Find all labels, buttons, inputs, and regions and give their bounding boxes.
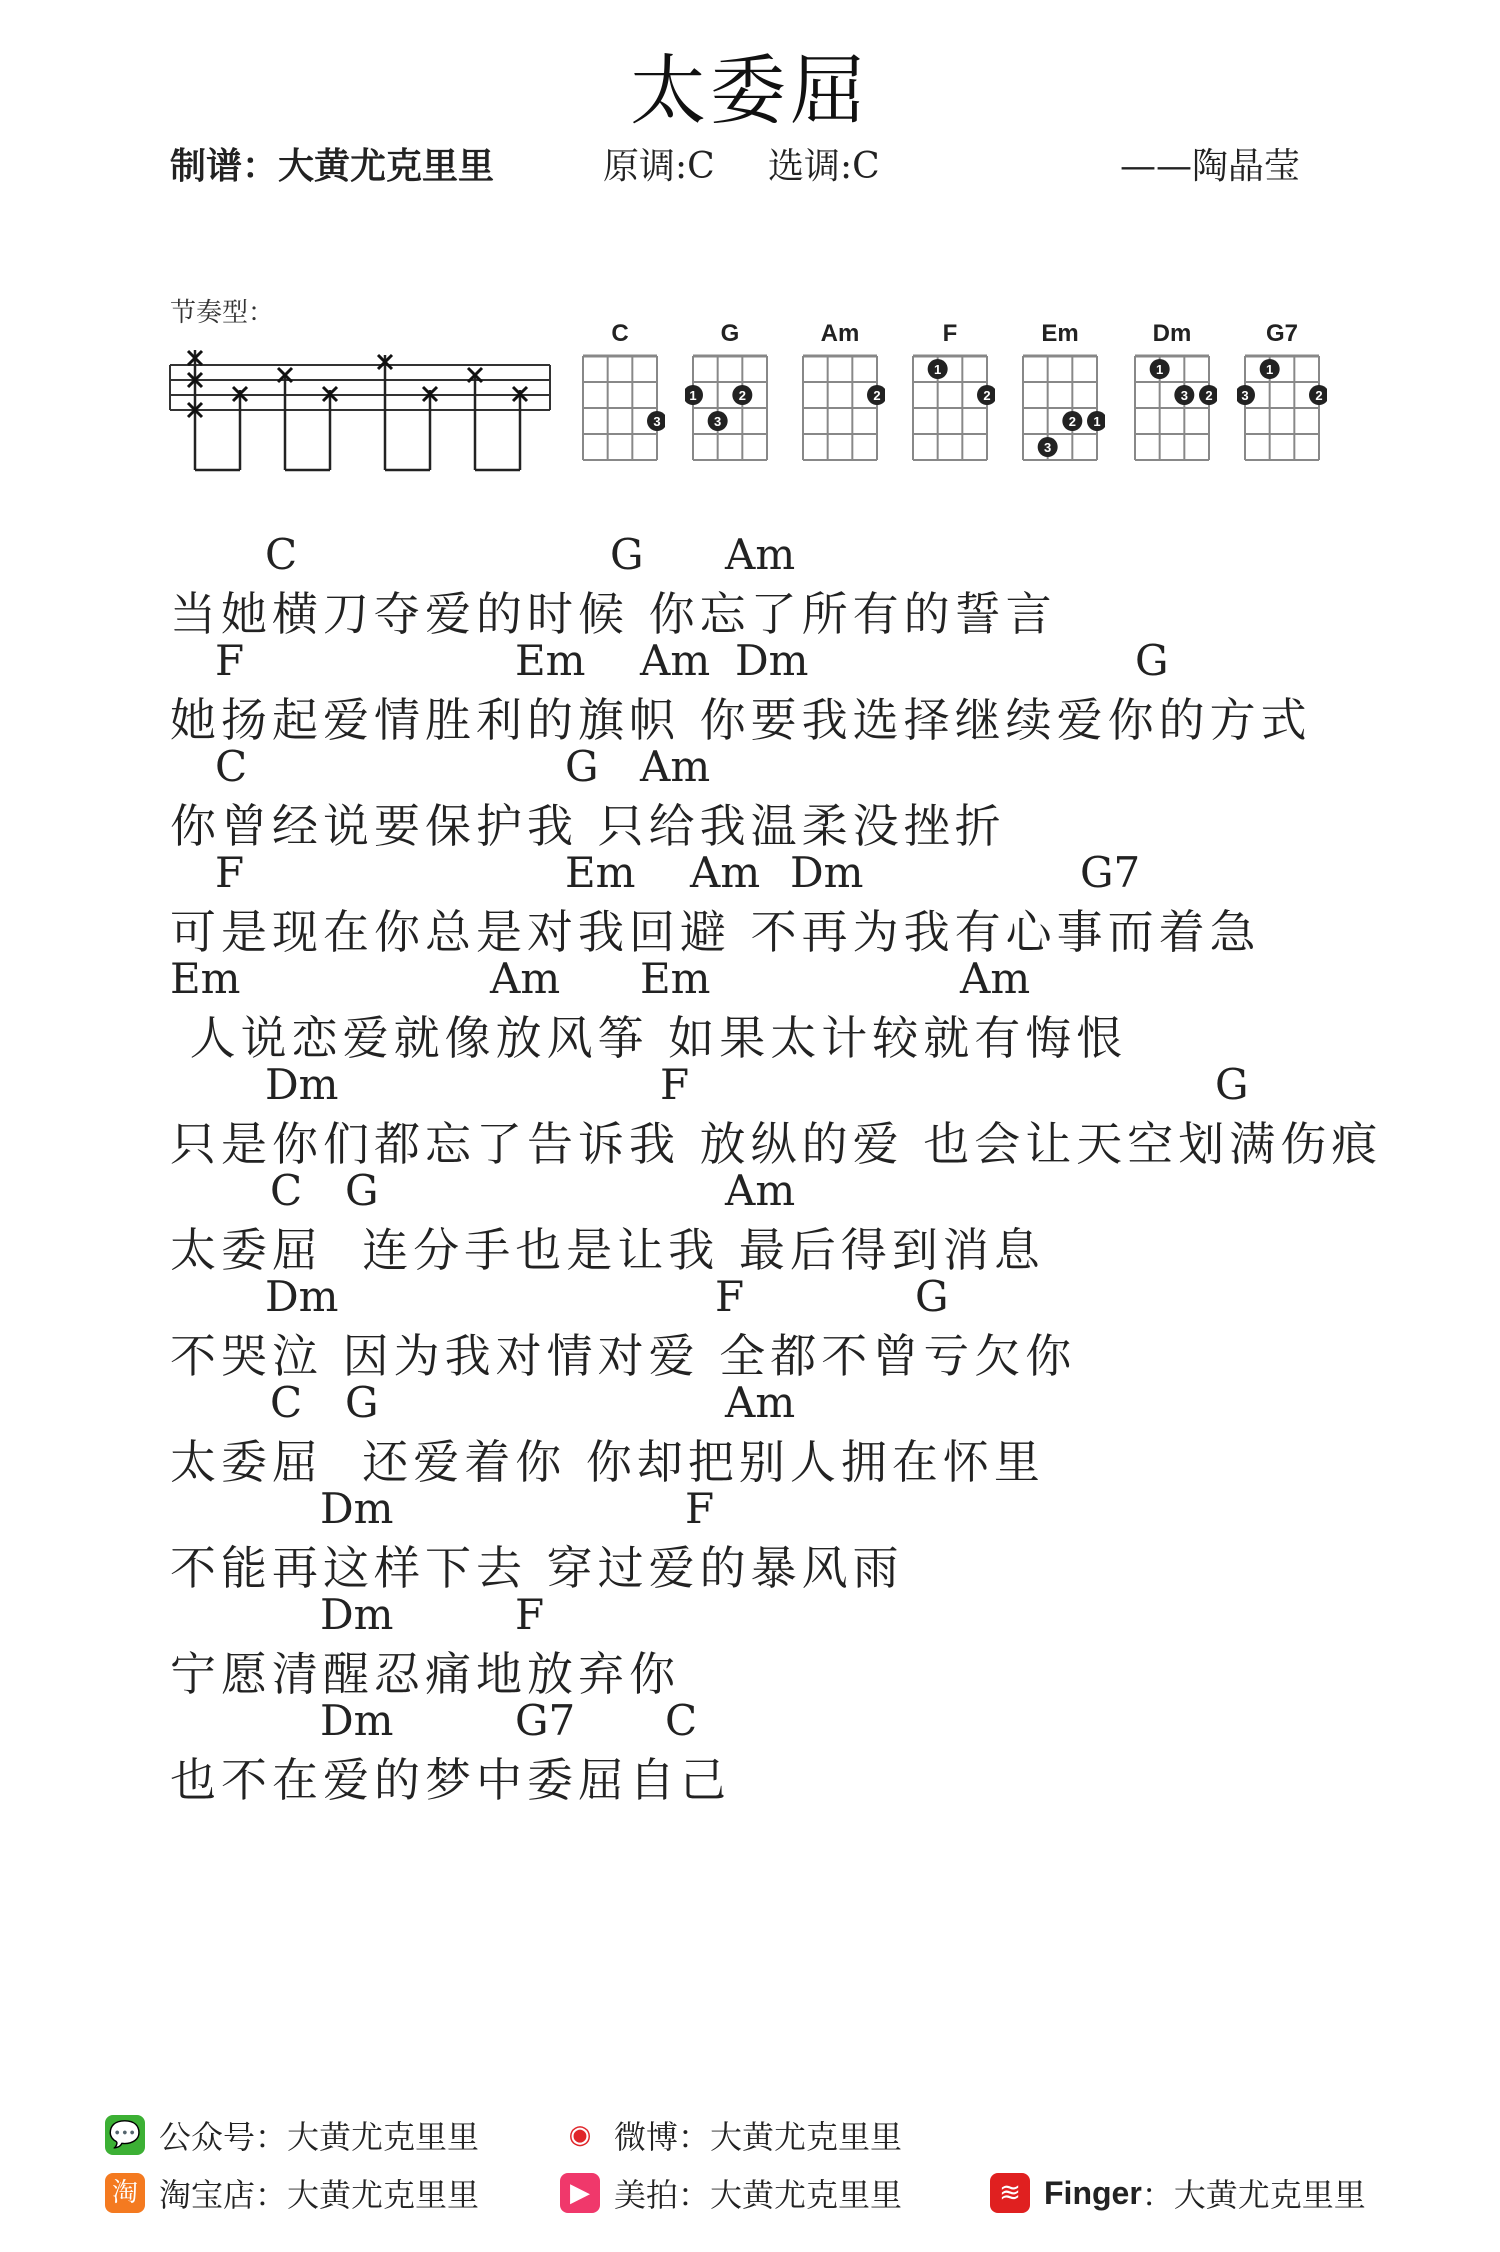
chord-diagram-name: Dm	[1152, 320, 1192, 347]
song-title: 太委屈	[630, 46, 870, 135]
svg-text:1: 1	[1093, 414, 1101, 429]
lyric-text: 她扬起爱情胜利的旗帜 你要我选择继续爱你的方式	[170, 693, 1312, 747]
chord-fretboard	[1015, 348, 1105, 468]
chord-row	[170, 530, 1370, 578]
footer-taobao-link	[105, 2170, 479, 2216]
chord-row	[170, 1484, 1370, 1532]
lyric-text: 宁愿清醒忍痛地放弃你	[170, 1647, 680, 1701]
lyric-text: 当她横刀夺爱的时候 你忘了所有的誓言	[170, 587, 1057, 641]
chord-label: F	[660, 1060, 690, 1109]
lyric-line	[170, 848, 1370, 959]
arranger-credit: 制谱：大黄尤克里里	[170, 145, 495, 187]
chord-row	[170, 1696, 1370, 1744]
singer-credit: ——陶晶莹	[1120, 146, 1301, 187]
chord-row	[170, 1590, 1370, 1638]
chord-label: Em	[515, 636, 586, 685]
chord-label: Am	[725, 1166, 796, 1215]
svg-text:3: 3	[1044, 440, 1052, 455]
footer-label: ：大黄尤克里里	[1141, 2176, 1366, 2214]
svg-text:2: 2	[738, 388, 746, 403]
lyric-text: 太委屈 连分手也是让我 最后得到消息	[170, 1223, 1045, 1277]
lyric-line	[170, 1272, 1370, 1383]
chord-row	[170, 636, 1370, 684]
chord-row	[170, 1166, 1370, 1214]
chord-label: C	[270, 1378, 303, 1427]
chord-diagram-c	[575, 320, 665, 470]
chord-fretboard	[575, 348, 665, 468]
lyric-text: 太委屈 还爱着你 你却把别人拥在怀里	[170, 1435, 1045, 1489]
lyric-line	[170, 954, 1370, 1065]
footer-label: 淘宝店：大黄尤克里里	[159, 2176, 480, 2214]
svg-text:1: 1	[1156, 362, 1164, 377]
chord-row	[170, 742, 1370, 790]
footer-label-prefix: Finger	[1044, 2174, 1142, 2211]
chord-label: G7	[515, 1696, 576, 1745]
lyric-line	[170, 1166, 1370, 1277]
chord-diagram-f	[905, 320, 995, 470]
footer-label: 微博：大黄尤克里里	[614, 2118, 903, 2156]
chord-fretboard	[685, 348, 775, 468]
rhythm-pattern-diagram	[165, 335, 555, 475]
svg-text:2: 2	[1068, 414, 1076, 429]
chord-label: Dm	[320, 1590, 394, 1639]
chord-row	[170, 954, 1370, 1002]
chord-label: Dm	[735, 636, 809, 685]
chord-label: Dm	[320, 1696, 394, 1745]
chord-label: Dm	[265, 1272, 339, 1321]
footer-wechat-link	[105, 2112, 479, 2158]
chord-label: C	[265, 530, 298, 579]
chord-label: G	[345, 1378, 379, 1427]
svg-text:1: 1	[689, 388, 697, 403]
chord-label: Em	[565, 848, 636, 897]
chord-diagram-name: F	[942, 320, 958, 347]
footer-label: 美拍：大黄尤克里里	[614, 2176, 903, 2214]
chord-diagram-g	[685, 320, 775, 470]
chord-label: G	[565, 742, 599, 791]
chord-diagram-name: Em	[1041, 320, 1079, 347]
svg-text:3: 3	[714, 414, 722, 429]
footer-meipai-link	[560, 2170, 902, 2216]
chord-label: G	[915, 1272, 949, 1321]
lyric-text: 人说恋爱就像放风筝 如果太计较就有悔恨	[170, 1011, 1128, 1065]
selected-key: 选调:C	[768, 146, 880, 187]
rhythm-pattern-label: 节奏型：	[170, 298, 275, 328]
footer-label: 公众号：大黄尤克里里	[159, 2118, 480, 2156]
chord-diagram-name: C	[611, 320, 629, 347]
chord-label: C	[215, 742, 248, 791]
chord-label: C	[270, 1166, 303, 1215]
chord-fretboard	[795, 348, 885, 468]
chord-label: Am	[640, 636, 711, 685]
svg-text:3: 3	[1180, 388, 1188, 403]
svg-text:3: 3	[653, 414, 661, 429]
chord-label: Dm	[790, 848, 864, 897]
lyric-text: 只是你们都忘了告诉我 放纵的爱 也会让天空划满伤痕	[170, 1117, 1383, 1171]
chord-label: F	[715, 1272, 745, 1321]
wechat-icon: 💬	[105, 2115, 145, 2155]
chord-label: G	[1135, 636, 1169, 685]
footer-finger-link	[990, 2170, 1366, 2216]
chord-diagram-name: Am	[820, 320, 860, 347]
chord-label: F	[215, 848, 245, 897]
lyric-text: 你曾经说要保护我 只给我温柔没挫折	[170, 799, 1006, 853]
chord-fretboard	[1237, 348, 1327, 468]
svg-text:2: 2	[1205, 388, 1213, 403]
chord-label: Em	[640, 954, 711, 1003]
chord-label: Dm	[320, 1484, 394, 1533]
chord-diagram-am	[795, 320, 885, 470]
chord-diagram-dm	[1127, 320, 1217, 470]
chord-label: Em	[170, 954, 241, 1003]
chord-label: F	[685, 1484, 715, 1533]
lyrics-sheet	[170, 530, 1383, 1807]
lyric-line	[170, 530, 1370, 641]
chord-label: Am	[725, 530, 796, 579]
chord-label: Am	[640, 742, 711, 791]
chord-label: Am	[960, 954, 1031, 1003]
finger-icon: ≋	[990, 2173, 1030, 2213]
chord-label: Am	[490, 954, 561, 1003]
svg-text:2: 2	[873, 388, 881, 403]
lyric-text: 不能再这样下去 穿过爱的暴风雨	[170, 1541, 904, 1595]
chord-label: G7	[1080, 848, 1141, 897]
svg-text:1: 1	[934, 362, 942, 377]
lyric-line	[170, 1484, 1370, 1595]
chord-row	[170, 1272, 1370, 1320]
chord-row	[170, 848, 1370, 896]
chord-diagram-name: G	[720, 320, 740, 347]
chord-label: F	[215, 636, 245, 685]
svg-text:1: 1	[1266, 362, 1274, 377]
svg-text:2: 2	[1315, 388, 1323, 403]
chord-label: Am	[690, 848, 761, 897]
chord-row	[170, 1060, 1370, 1108]
svg-text:3: 3	[1241, 388, 1249, 403]
footer-weibo-link	[560, 2112, 902, 2158]
taobao-icon: 淘	[105, 2173, 145, 2213]
lyric-text: 也不在爱的梦中委屈自己	[170, 1753, 731, 1807]
lyric-line	[170, 636, 1370, 747]
lyric-line	[170, 742, 1370, 853]
chord-diagram-em	[1015, 320, 1105, 470]
chord-fretboard	[905, 348, 995, 468]
chord-diagram-g7	[1237, 320, 1327, 470]
chord-fretboard	[1127, 348, 1217, 468]
chord-row	[170, 1378, 1370, 1426]
chord-label: G	[1215, 1060, 1249, 1109]
chord-label: G	[345, 1166, 379, 1215]
chord-label: G	[610, 530, 644, 579]
svg-text:2: 2	[983, 388, 991, 403]
meipai-icon: ▶	[560, 2173, 600, 2213]
chord-label: C	[665, 1696, 698, 1745]
lyric-line	[170, 1696, 1370, 1807]
chord-label: Dm	[265, 1060, 339, 1109]
lyric-text: 可是现在你总是对我回避 不再为我有心事而着急	[170, 905, 1261, 959]
chord-label: F	[515, 1590, 545, 1639]
lyric-line	[170, 1378, 1370, 1489]
original-key: 原调:C	[603, 146, 715, 187]
lyric-text: 不哭泣 因为我对情对爱 全都不曾亏欠你	[170, 1329, 1077, 1383]
lyric-line	[170, 1590, 1370, 1701]
weibo-icon: ◉	[560, 2115, 600, 2155]
chord-diagram-name: G7	[1265, 320, 1298, 347]
lyric-line	[170, 1060, 1383, 1171]
chord-label: Am	[725, 1378, 796, 1427]
